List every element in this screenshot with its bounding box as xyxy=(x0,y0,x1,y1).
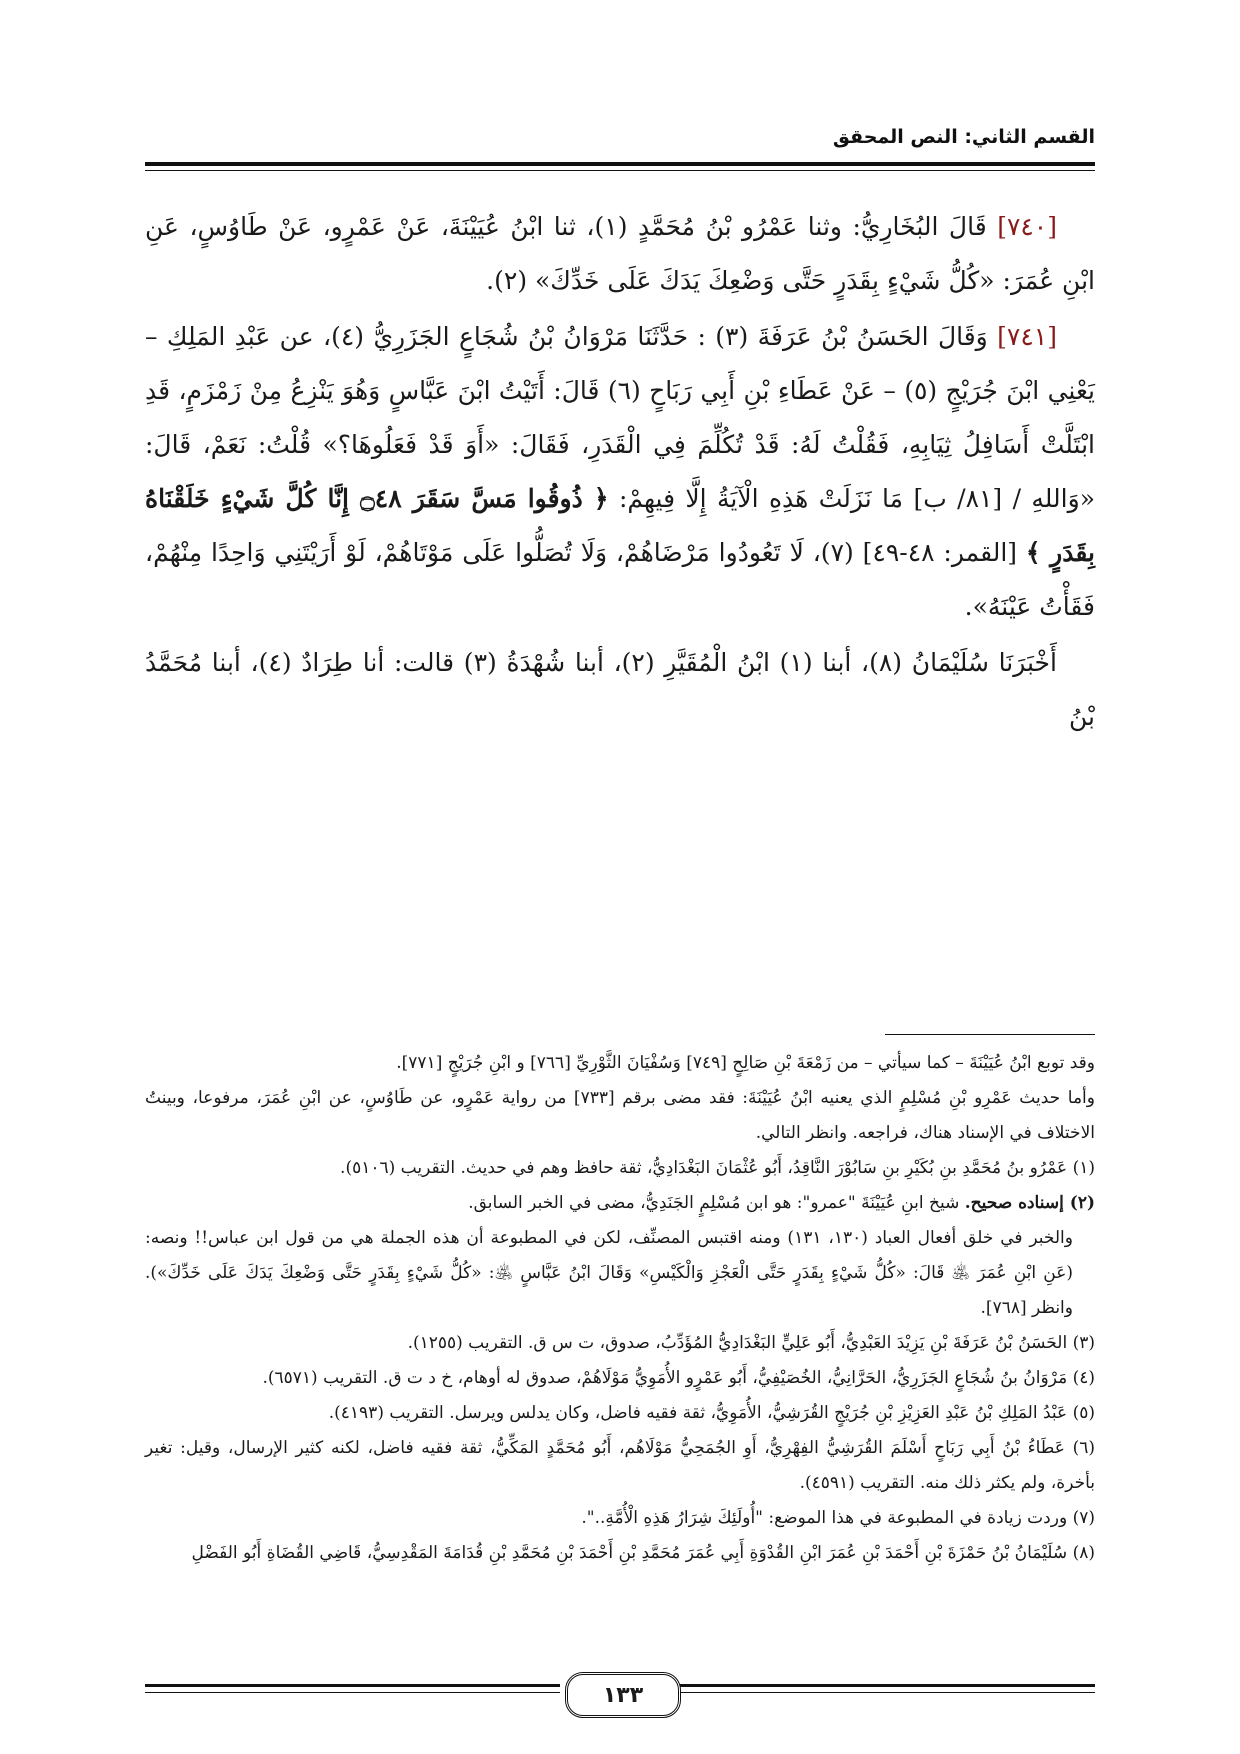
hadith-number: [٧٤١] xyxy=(997,322,1057,351)
footnote-2 xyxy=(145,1186,1095,1221)
running-header: القسم الثاني: النص المحقق xyxy=(832,126,1095,148)
footnote-continuation: وأما حديث عَمْرِو بْنِ مُسْلِمٍ الذي يعنيه ابْنُ عُيَيْنَةَ: فقد مضى برقم [٧٣٣] من رواية عَمْرٍو، عن طَاوُسٍ، عن ابْنِ عُمَرَ، مرفوعا، وبينتُ الاختلاف في الإسناد هناك، فراجعه. وانظر التالي. xyxy=(145,1088,1095,1143)
paragraph-741 xyxy=(145,310,1095,634)
main-text xyxy=(145,200,1095,744)
paragraph-text: وَقَالَ الحَسَنُ بْنُ عَرَفَةَ (٣) : حَدَّثَنَا مَرْوَانُ بْنُ شُجَاعٍ الجَزَرِيُّ (٤)، عن عَبْدِ المَلِكِ – يَعْنِي ابْنَ جُرَيْجٍ (٥) – عَنْ عَطَاءِ بْنِ أَبِي رَبَاحٍ (٦) قَالَ: أَتَيْتُ ابْنَ عَبَّاسٍ وَهُوَ يَنْزِعُ مِنْ زَمْزَمٍ، قَدِ ابْتَلَّتْ أَسَافِلُ ثِيَابِهِ، فَقُلْتُ لَهُ: قَدْ تُكُلِّمَ فِي الْقَدَرِ، فَقَالَ: «أَوَ قَدْ فَعَلُوهَا؟» قُلْتُ: نَعَمْ، قَالَ: «وَاللهِ / [٨١/ ب] مَا نَزَلَتْ هَذِهِ الْآيَةُ إِلَّا فِيهِمْ: xyxy=(145,322,1095,513)
footer-rule-right-thin xyxy=(680,1692,1095,1693)
paragraph-text: [القمر: ٤٨-٤٩] (٧)، لَا تَعُودُوا مَرْضَاهُمْ، وَلَا تُصَلُّوا عَلَى مَوْتَاهُمْ، لَوْ أَرَيْتَنِي وَاحِدًا مِنْهُمْ، فَقَأْتُ عَيْنَهُ». xyxy=(145,538,1095,621)
quran-verse: ﴿ ذُوقُوا مَسَّ سَقَرَ ۝٤٨ إِنَّا كُلَّ شَيْءٍ خَلَقْنَاهُ بِقَدَرٍ ﴾ xyxy=(145,484,1095,567)
footnote-8: (٨) سُلَيْمَانُ بْنُ حَمْزَةَ بْنِ أَحْمَدَ بْنِ عُمَرَ ابْنِ القُدْوَةِ أَبِي عُمَرَ مُحَمَّدِ بْنِ أَحْمَدَ بْنِ مُحَمَّدِ بْنِ قُدَامَةَ المَقْدِسِيُّ، قَاضِي القُضَاةِ أَبُو الفَضْلِ xyxy=(191,1543,1095,1563)
footnote-continuation: وقد توبع ابْنُ عُيَيْنَةَ – كما سيأتي – من زَمْعَةَ بْنِ صَالِحٍ [٧٤٩] وَسُفْيَانَ الثَّوْرِيِّ [٧٦٦] و ابْنِ جُرَيْجٍ [٧٧١]. xyxy=(396,1053,1095,1073)
footnote-5: (٥) عَبْدُ المَلِكِ بْنُ عَبْدِ العَزِيْزِ بْنِ جُرَيْجٍ القُرَشِيُّ، الأُمَوِيُّ، ثقة فقيه فاضل، وكان يدلس ويرسل. التقريب (٤١٩٣). xyxy=(328,1403,1095,1423)
header-rule-thin xyxy=(145,170,1095,171)
footnote-1: (١) عَمْرُو بنُ مُحَمَّدِ بنِ بُكَيْرِ بنِ سَابُوْرَ النَّاقِدُ، أَبُو عُثْمَانَ البَغْدَادِيُّ، ثقة حافظ وهم في حديث. التقريب (٥١٠٦). xyxy=(340,1158,1095,1178)
footnote-6: (٦) عَطَاءُ بْنُ أَبِي رَبَاحٍ أَسْلَمَ القُرَشِيُّ الفِهْرِيُّ، أَوِ الجُمَحِيُّ مَوْلَاهُم، أَبُو مُحَمَّدٍ المَكِّيُّ، ثقة فقيه فاضل، لكنه كثير الإرسال، وقيل: تغير بأخرة، ولم يكثر ذلك منه. التقريب (٤٥٩١). xyxy=(145,1438,1095,1493)
paragraph-isnad xyxy=(145,636,1095,744)
footnote-3: (٣) الحَسَنُ بْنُ عَرَفَةَ بْنِ يَزِيْدَ العَبْدِيُّ، أَبُو عَلِيٍّ البَغْدَادِيُّ المُؤَدِّبُ، صدوق، ت س ق. التقريب (١٢٥٥). xyxy=(407,1333,1095,1353)
footnote-label: (٢) إسناده صحيح. xyxy=(964,1193,1095,1213)
paragraph-text: قَالَ البُخَارِيُّ: وثنا عَمْرُو بْنُ مُحَمَّدٍ (١)، ثنا ابْنُ عُيَيْنَةَ، عَنْ عَمْرٍو، عَنْ طَاوُسٍ، عَنِ ابْنِ عُمَرَ: «كُلُّ شَيْءٍ بِقَدَرٍ حَتَّى وَضْعِكَ يَدَكَ عَلَى خَدِّكَ» (٢). xyxy=(145,212,1095,295)
footer-rule-right xyxy=(680,1684,1095,1687)
footer-rule-left-thin xyxy=(145,1692,560,1693)
paragraph-text: أَخْبَرَنَا سُلَيْمَانُ (٨)، أبنا (١) ابْنُ الْمُقَيَّرِ (٢)، أبنا شُهْدَةُ (٣) قالت: أنا طِرَادٌ (٤)، أبنا مُحَمَّدُ بْنُ xyxy=(145,648,1095,731)
footnote-separator xyxy=(885,1034,1095,1035)
footnote-2-continuation: والخبر في خلق أفعال العباد (١٣٠، ١٣١) ومنه اقتبس المصنِّف، لكن في المطبوعة أن هذه الجملة هي من قول ابن عباس!! ونصه: (عَنِ ابْنِ عُمَرَ ﵁ قَالَ: «كُلُّ شَيْءٍ بِقَدَرٍ حَتَّى الْعَجْزِ وَالْكَيْسِ» وَقَالَ ابْنُ عَبَّاسٍ ﵁: «كُلُّ شَيْءٍ بِقَدَرٍ حَتَّى وَضْعِكَ يَدَكَ عَلَى خَدِّكَ»). وانظر [٧٦٨]. xyxy=(145,1228,1073,1318)
paragraph-740 xyxy=(145,200,1095,308)
header-rule-thick xyxy=(145,162,1095,166)
page-number: ١٣٣ xyxy=(565,1672,681,1718)
footnote-4: (٤) مَرْوَانُ بنُ شُجَاعٍ الجَزَرِيُّ، الحَرَّانِيُّ، الخُصَيْفِيُّ، أَبُو عَمْرٍو الأُمَوِيُّ مَوْلَاهُمْ، صدوق له أوهام، خ د ت ق. التقريب (٦٥٧١). xyxy=(262,1368,1095,1388)
footnote-text: شيخ ابنِ عُيَيْنَةَ "عمرو": هو ابن مُسْلِمٍ الجَنَدِيُّ، مضى في الخبر السابق. xyxy=(468,1193,960,1213)
footnote-7: (٧) وردت زيادة في المطبوعة في هذا الموضع: "أُولَئِكَ شِرَارُ هَذِهِ الْأُمَّةِ..". xyxy=(581,1508,1095,1528)
footer-rule-left xyxy=(145,1684,560,1687)
footnotes xyxy=(145,1046,1095,1571)
hadith-number: [٧٤٠] xyxy=(997,212,1058,241)
